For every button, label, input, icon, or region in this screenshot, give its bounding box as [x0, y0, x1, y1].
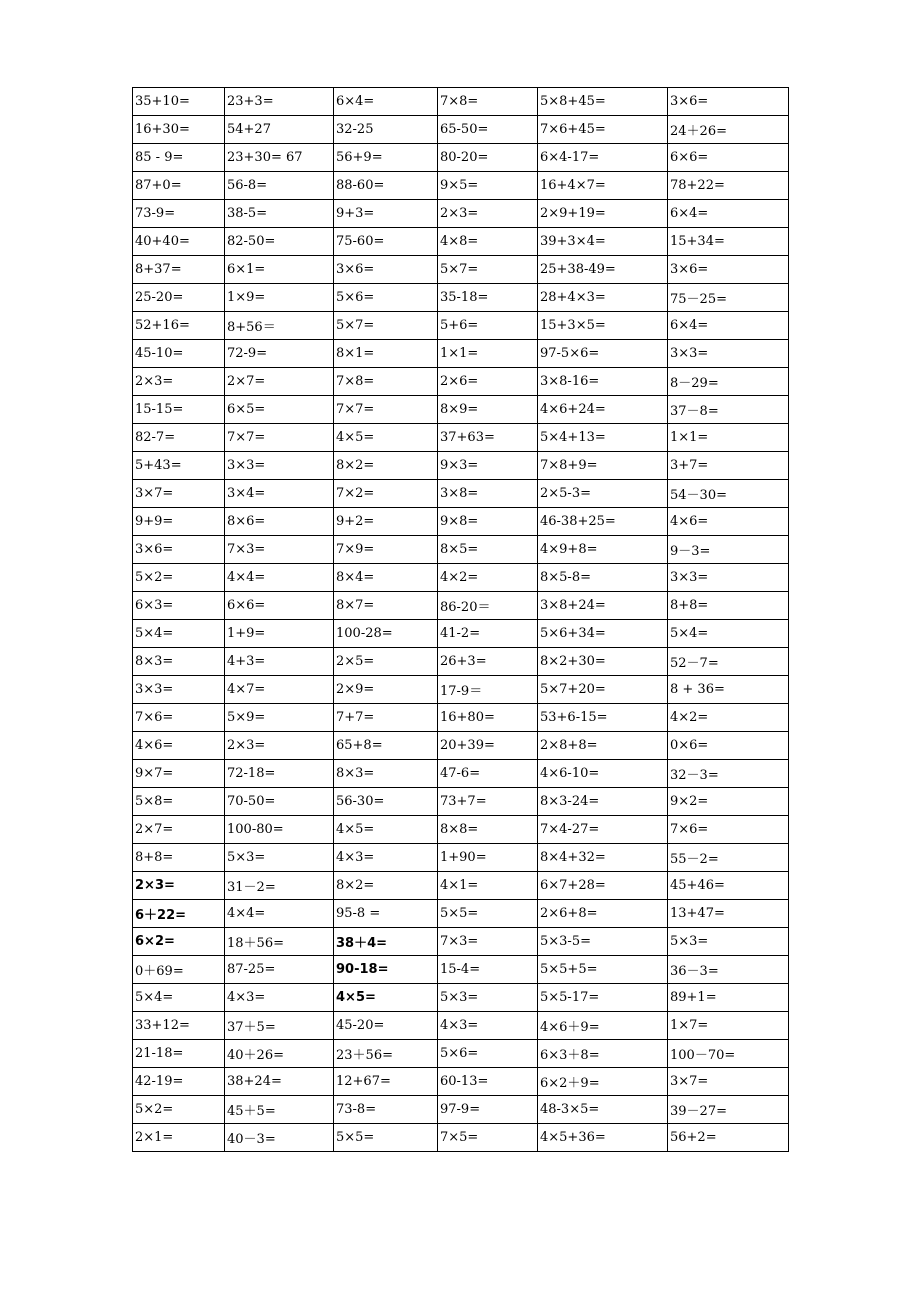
problem-cell: 5×7=	[334, 312, 438, 340]
table-row	[133, 116, 789, 144]
problem-cell: 4×5=	[334, 424, 438, 452]
problem-cell: 35-18=	[438, 284, 538, 312]
problem-cell: 85 - 9=	[133, 144, 225, 172]
problem-cell: 1+90=	[438, 844, 538, 872]
problem-cell: 38＋4=	[334, 928, 438, 956]
table-row	[133, 424, 789, 452]
problem-cell: 60-13=	[438, 1068, 538, 1096]
problem-cell: 4×8=	[438, 228, 538, 256]
problem-cell: 3×8+24=	[538, 592, 668, 620]
problem-cell: 24＋26=	[668, 116, 789, 144]
problem-cell: 7×8=	[334, 368, 438, 396]
problem-cell: 15-4=	[438, 956, 538, 984]
problem-cell: 9+9=	[133, 508, 225, 536]
problem-cell: 9×7=	[133, 760, 225, 788]
problem-cell: 56-30=	[334, 788, 438, 816]
problem-cell: 100－70=	[668, 1040, 789, 1068]
problem-cell: 16+30=	[133, 116, 225, 144]
problem-cell: 97-9=	[438, 1096, 538, 1124]
problem-cell: 6×2＋9=	[538, 1068, 668, 1096]
problem-cell: 37+63=	[438, 424, 538, 452]
problem-cell: 53+6-15=	[538, 704, 668, 732]
problem-cell: 8×5-8=	[538, 564, 668, 592]
problem-cell: 7×3=	[225, 536, 334, 564]
table-row	[133, 620, 789, 648]
problem-cell: 7×4-27=	[538, 816, 668, 844]
problem-cell: 39－27=	[668, 1096, 789, 1124]
problem-cell: 7×3=	[438, 928, 538, 956]
table-row	[133, 368, 789, 396]
problem-cell: 86-20＝	[438, 592, 538, 620]
problem-cell: 26+3=	[438, 648, 538, 676]
problem-cell: 8+37=	[133, 256, 225, 284]
problem-cell: 7×6+45=	[538, 116, 668, 144]
problem-cell: 4×2=	[438, 564, 538, 592]
problem-cell: 2×7=	[133, 816, 225, 844]
problem-cell: 5×6=	[438, 1040, 538, 1068]
problem-cell: 8－29=	[668, 368, 789, 396]
problem-cell: 32－3=	[668, 760, 789, 788]
problem-cell: 9×5=	[438, 172, 538, 200]
problem-cell: 2×3=	[133, 872, 225, 900]
problem-cell: 16+80=	[438, 704, 538, 732]
problem-cell: 4×4=	[225, 900, 334, 928]
problem-cell: 3×6=	[133, 536, 225, 564]
problem-cell: 3×7=	[133, 480, 225, 508]
problem-cell: 3×8-16=	[538, 368, 668, 396]
arithmetic-worksheet-table	[132, 87, 789, 1152]
problem-cell: 45+46=	[668, 872, 789, 900]
problem-cell: 2×1=	[133, 1124, 225, 1152]
problem-cell: 4×5+36=	[538, 1124, 668, 1152]
problem-cell: 3×3=	[668, 564, 789, 592]
problem-cell: 82-50=	[225, 228, 334, 256]
problem-cell: 73-9=	[133, 200, 225, 228]
problem-cell: 6×2=	[133, 928, 225, 956]
problem-cell: 1×7=	[668, 1012, 789, 1040]
table-row	[133, 928, 789, 956]
problem-cell: 9－3=	[668, 536, 789, 564]
problem-cell: 3×6=	[668, 256, 789, 284]
problem-cell: 56+9=	[334, 144, 438, 172]
problem-cell: 3×3=	[225, 452, 334, 480]
problem-cell: 72-9=	[225, 340, 334, 368]
problem-cell: 2×6=	[438, 368, 538, 396]
problem-cell: 2×9+19=	[538, 200, 668, 228]
problem-cell: 18＋56=	[225, 928, 334, 956]
problem-cell: 6＋22=	[133, 900, 225, 928]
problem-cell: 40－3=	[225, 1124, 334, 1152]
problem-cell: 5×8+45=	[538, 88, 668, 116]
problem-cell: 1×9=	[225, 284, 334, 312]
problem-cell: 23＋56=	[334, 1040, 438, 1068]
problem-cell: 8×4=	[334, 564, 438, 592]
table-row	[133, 1124, 789, 1152]
problem-cell: 5×3=	[225, 844, 334, 872]
problem-cell: 3×3=	[133, 676, 225, 704]
problem-cell: 5×9=	[225, 704, 334, 732]
problem-cell: 1×1=	[668, 424, 789, 452]
problem-cell: 48-3×5=	[538, 1096, 668, 1124]
problem-cell: 4×6＋9=	[538, 1012, 668, 1040]
table-row	[133, 592, 789, 620]
problem-cell: 8+8=	[133, 844, 225, 872]
problem-cell: 2×6+8=	[538, 900, 668, 928]
problem-cell: 5×2=	[133, 1096, 225, 1124]
table-row	[133, 1012, 789, 1040]
table-row	[133, 228, 789, 256]
problem-cell: 87+0=	[133, 172, 225, 200]
problem-cell: 73-8=	[334, 1096, 438, 1124]
problem-cell: 4×6+24=	[538, 396, 668, 424]
table-row	[133, 284, 789, 312]
problem-cell: 8×2=	[334, 872, 438, 900]
problem-cell: 17-9＝	[438, 676, 538, 704]
problem-cell: 3×3=	[668, 340, 789, 368]
problem-cell: 8×2+30=	[538, 648, 668, 676]
problem-cell: 3×7=	[668, 1068, 789, 1096]
problem-cell: 72-18=	[225, 760, 334, 788]
problem-cell: 87-25=	[225, 956, 334, 984]
problem-cell: 2×3=	[225, 732, 334, 760]
problem-cell: 7×5=	[438, 1124, 538, 1152]
problem-cell: 54－30=	[668, 480, 789, 508]
problem-cell: 75-60=	[334, 228, 438, 256]
problem-cell: 8×8=	[438, 816, 538, 844]
problem-cell: 5×2=	[133, 564, 225, 592]
problem-cell: 37＋5=	[225, 1012, 334, 1040]
table-row	[133, 676, 789, 704]
problem-cell: 8 + 36=	[668, 676, 789, 704]
problem-cell: 4×4=	[225, 564, 334, 592]
table-row	[133, 396, 789, 424]
problem-cell: 7×9=	[334, 536, 438, 564]
problem-cell: 88-60=	[334, 172, 438, 200]
problem-cell: 3×6=	[334, 256, 438, 284]
problem-cell: 8×9=	[438, 396, 538, 424]
problem-cell: 7×8=	[438, 88, 538, 116]
problem-cell: 2×5=	[334, 648, 438, 676]
problem-cell: 2×3=	[438, 200, 538, 228]
problem-cell: 23+30= 67	[225, 144, 334, 172]
problem-cell: 7×7=	[334, 396, 438, 424]
table-row	[133, 172, 789, 200]
problem-cell: 0＋69=	[133, 956, 225, 984]
problem-cell: 4×5=	[334, 816, 438, 844]
problem-cell: 9×2=	[668, 788, 789, 816]
table-row	[133, 200, 789, 228]
problem-cell: 8×5=	[438, 536, 538, 564]
problem-cell: 4×3=	[334, 844, 438, 872]
problem-cell: 5×5=	[334, 1124, 438, 1152]
problem-cell: 25+38-49=	[538, 256, 668, 284]
problem-cell: 100-28=	[334, 620, 438, 648]
problem-cell: 5×7=	[438, 256, 538, 284]
problem-cell: 45-20=	[334, 1012, 438, 1040]
table-row	[133, 564, 789, 592]
problem-cell: 52+16=	[133, 312, 225, 340]
problem-cell: 6×4=	[668, 200, 789, 228]
table-row	[133, 88, 789, 116]
problem-cell: 5×5-17=	[538, 984, 668, 1012]
problem-cell: 5×6+34=	[538, 620, 668, 648]
problem-cell: 9+3=	[334, 200, 438, 228]
problem-cell: 65-50=	[438, 116, 538, 144]
problem-cell: 8+8=	[668, 592, 789, 620]
problem-cell: 32-25	[334, 116, 438, 144]
problem-cell: 6×7+28=	[538, 872, 668, 900]
problem-cell: 8×3=	[133, 648, 225, 676]
problem-cell: 6×3=	[133, 592, 225, 620]
table-row	[133, 312, 789, 340]
problem-cell: 4×7=	[225, 676, 334, 704]
problem-cell: 3×4=	[225, 480, 334, 508]
problem-cell: 31－2=	[225, 872, 334, 900]
problem-cell: 100-80=	[225, 816, 334, 844]
problem-cell: 8×7=	[334, 592, 438, 620]
table-row	[133, 1040, 789, 1068]
problem-cell: 1×1=	[438, 340, 538, 368]
problem-cell: 39+3×4=	[538, 228, 668, 256]
problem-cell: 8×2=	[334, 452, 438, 480]
problem-cell: 78+22=	[668, 172, 789, 200]
problem-cell: 2×9=	[334, 676, 438, 704]
problem-cell: 2×5-3=	[538, 480, 668, 508]
problem-cell: 56+2=	[668, 1124, 789, 1152]
problem-cell: 90-18=	[334, 956, 438, 984]
problem-cell: 15+3×5=	[538, 312, 668, 340]
problem-cell: 8+56＝	[225, 312, 334, 340]
problem-cell: 70-50=	[225, 788, 334, 816]
problem-cell: 5×5=	[438, 900, 538, 928]
problem-cell: 4×1=	[438, 872, 538, 900]
table-row	[133, 900, 789, 928]
problem-cell: 4×9+8=	[538, 536, 668, 564]
problem-cell: 5×6=	[334, 284, 438, 312]
problem-cell: 9+2=	[334, 508, 438, 536]
table-row	[133, 1096, 789, 1124]
table-row	[133, 704, 789, 732]
problem-cell: 5×7+20=	[538, 676, 668, 704]
problem-cell: 3+7=	[668, 452, 789, 480]
problem-cell: 52－7=	[668, 648, 789, 676]
problem-cell: 36－3=	[668, 956, 789, 984]
table-row	[133, 732, 789, 760]
problem-cell: 28+4×3=	[538, 284, 668, 312]
problem-cell: 8×1=	[334, 340, 438, 368]
table-row	[133, 340, 789, 368]
table-row	[133, 1068, 789, 1096]
problem-cell: 23+3=	[225, 88, 334, 116]
problem-cell: 4×3=	[225, 984, 334, 1012]
problem-cell: 97-5×6=	[538, 340, 668, 368]
problem-cell: 0×6=	[668, 732, 789, 760]
problem-cell: 5×4=	[133, 984, 225, 1012]
problem-cell: 54+27	[225, 116, 334, 144]
table-row	[133, 256, 789, 284]
problem-cell: 7×2=	[334, 480, 438, 508]
problem-cell: 80-20=	[438, 144, 538, 172]
problem-cell: 8×6=	[225, 508, 334, 536]
problem-cell: 4+3=	[225, 648, 334, 676]
problem-cell: 4×5=	[334, 984, 438, 1012]
problem-cell: 2×3=	[133, 368, 225, 396]
problem-cell: 8×3-24=	[538, 788, 668, 816]
problem-cell: 6×6=	[668, 144, 789, 172]
table-row	[133, 872, 789, 900]
problem-cell: 6×1=	[225, 256, 334, 284]
problem-cell: 4×6=	[133, 732, 225, 760]
problem-cell: 5+43=	[133, 452, 225, 480]
table-row	[133, 788, 789, 816]
problem-cell: 82-7=	[133, 424, 225, 452]
table-row	[133, 144, 789, 172]
problem-cell: 55－2=	[668, 844, 789, 872]
worksheet-body	[133, 88, 789, 1152]
problem-cell: 47-6=	[438, 760, 538, 788]
problem-cell: 41-2=	[438, 620, 538, 648]
problem-cell: 6×5=	[225, 396, 334, 424]
problem-cell: 3×8=	[438, 480, 538, 508]
problem-cell: 38-5=	[225, 200, 334, 228]
problem-cell: 37－8=	[668, 396, 789, 424]
table-row	[133, 508, 789, 536]
problem-cell: 15+34=	[668, 228, 789, 256]
table-row	[133, 844, 789, 872]
problem-cell: 8×4+32=	[538, 844, 668, 872]
problem-cell: 7+7=	[334, 704, 438, 732]
table-row	[133, 480, 789, 508]
problem-cell: 25-20=	[133, 284, 225, 312]
table-row	[133, 452, 789, 480]
problem-cell: 38+24=	[225, 1068, 334, 1096]
problem-cell: 5×3=	[438, 984, 538, 1012]
problem-cell: 12+67=	[334, 1068, 438, 1096]
problem-cell: 65+8=	[334, 732, 438, 760]
problem-cell: 5×8=	[133, 788, 225, 816]
table-row	[133, 760, 789, 788]
problem-cell: 16+4×7=	[538, 172, 668, 200]
problem-cell: 20+39=	[438, 732, 538, 760]
problem-cell: 5×5+5=	[538, 956, 668, 984]
problem-cell: 7×6=	[668, 816, 789, 844]
problem-cell: 46-38+25=	[538, 508, 668, 536]
problem-cell: 9×8=	[438, 508, 538, 536]
problem-cell: 7×6=	[133, 704, 225, 732]
problem-cell: 1+9=	[225, 620, 334, 648]
table-row	[133, 816, 789, 844]
problem-cell: 45-10=	[133, 340, 225, 368]
table-row	[133, 984, 789, 1012]
problem-cell: 4×6-10=	[538, 760, 668, 788]
problem-cell: 73+7=	[438, 788, 538, 816]
problem-cell: 40＋26=	[225, 1040, 334, 1068]
table-row	[133, 956, 789, 984]
problem-cell: 56-8=	[225, 172, 334, 200]
problem-cell: 6×6=	[225, 592, 334, 620]
problem-cell: 4×2=	[668, 704, 789, 732]
problem-cell: 7×8+9=	[538, 452, 668, 480]
problem-cell: 6×4=	[668, 312, 789, 340]
problem-cell: 5×4+13=	[538, 424, 668, 452]
problem-cell: 7×7=	[225, 424, 334, 452]
problem-cell: 95-8 =	[334, 900, 438, 928]
problem-cell: 45＋5=	[225, 1096, 334, 1124]
problem-cell: 15-15=	[133, 396, 225, 424]
problem-cell: 6×4=	[334, 88, 438, 116]
problem-cell: 89+1=	[668, 984, 789, 1012]
problem-cell: 42-19=	[133, 1068, 225, 1096]
problem-cell: 5×3=	[668, 928, 789, 956]
problem-cell: 5×4=	[668, 620, 789, 648]
table-row	[133, 536, 789, 564]
problem-cell: 33+12=	[133, 1012, 225, 1040]
problem-cell: 75－25=	[668, 284, 789, 312]
problem-cell: 40+40=	[133, 228, 225, 256]
problem-cell: 35+10=	[133, 88, 225, 116]
problem-cell: 4×3=	[438, 1012, 538, 1040]
table-row	[133, 648, 789, 676]
problem-cell: 6×4-17=	[538, 144, 668, 172]
problem-cell: 5+6=	[438, 312, 538, 340]
problem-cell: 21-18=	[133, 1040, 225, 1068]
problem-cell: 2×7=	[225, 368, 334, 396]
problem-cell: 3×6=	[668, 88, 789, 116]
problem-cell: 5×3-5=	[538, 928, 668, 956]
problem-cell: 9×3=	[438, 452, 538, 480]
problem-cell: 13+47=	[668, 900, 789, 928]
problem-cell: 2×8+8=	[538, 732, 668, 760]
problem-cell: 8×3=	[334, 760, 438, 788]
problem-cell: 4×6=	[668, 508, 789, 536]
problem-cell: 6×3＋8=	[538, 1040, 668, 1068]
problem-cell: 5×4=	[133, 620, 225, 648]
